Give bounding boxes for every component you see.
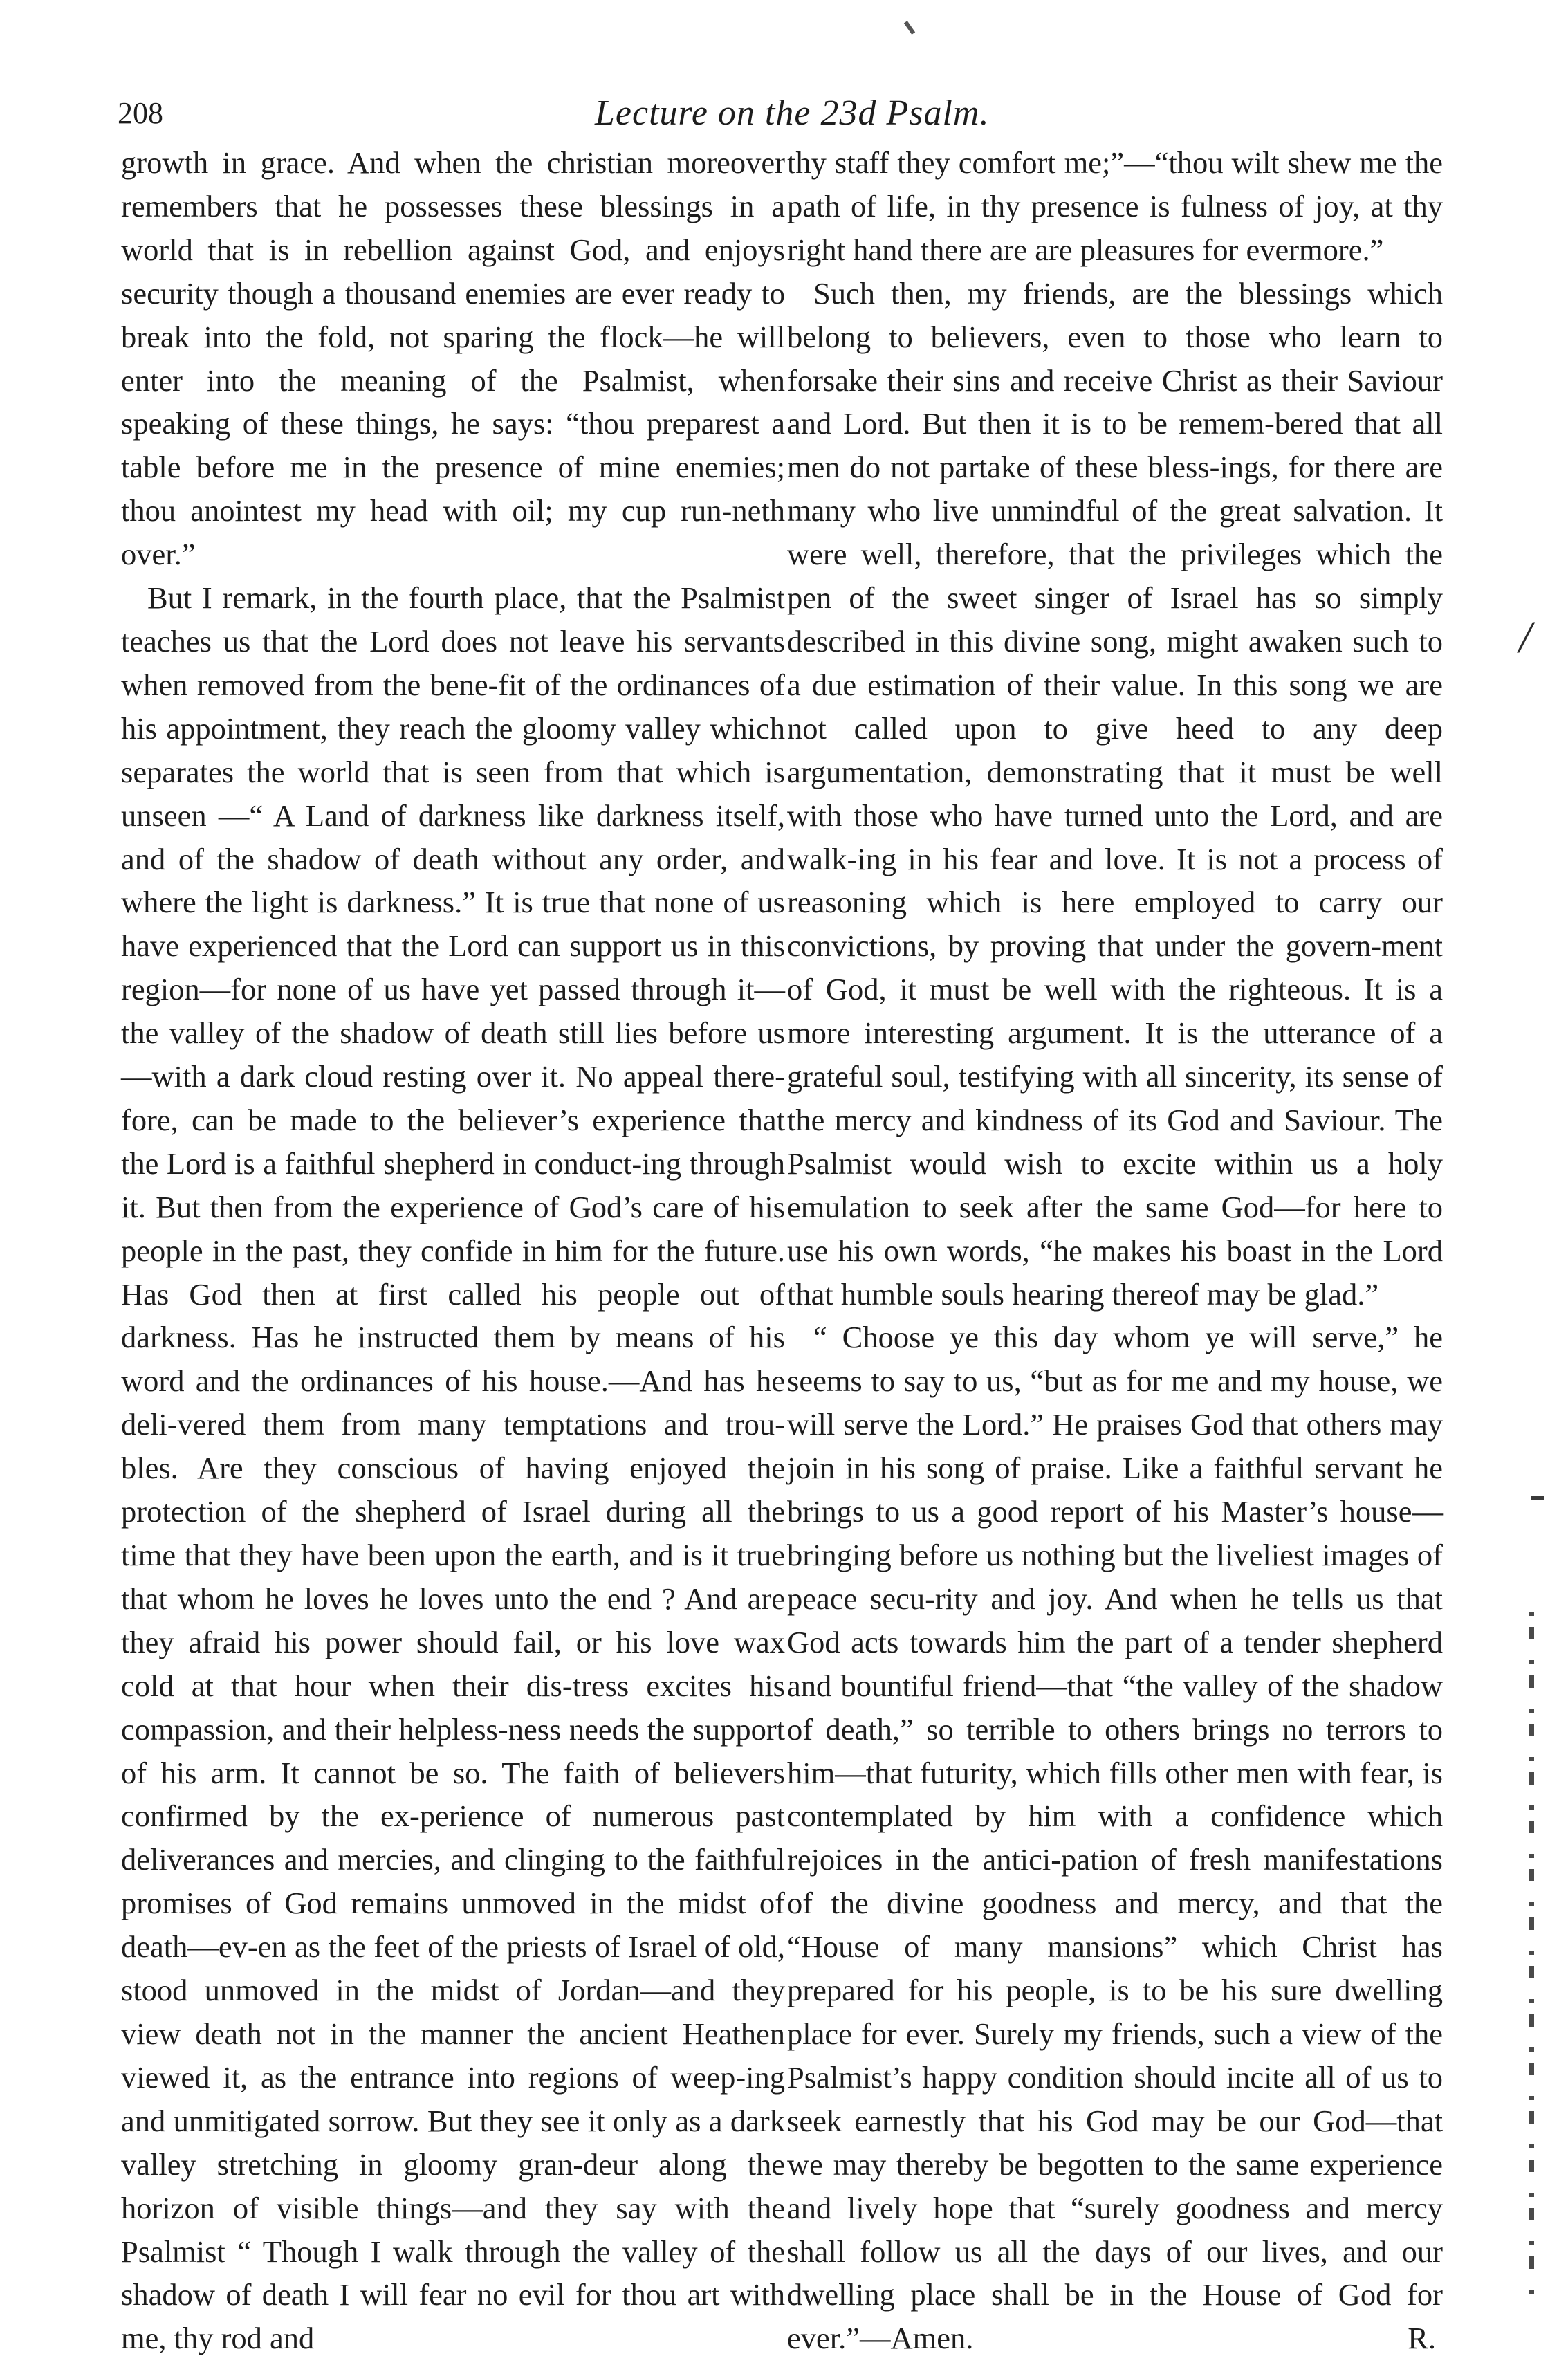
paragraph: But I remark, in the fourth place, that the Psalmist teaches us that the Lord does not leave his servants when removed from the bene-fit of the ordinances of his appointment, they reach the gloomy valley which separates the world that is seen from that which is unseen —“ A Land of darkness like darkness itself, and of the shadow of death without any order, and where the light is darkness.” It is true that none of us have experienced that the Lord can support us in this region—for none of us have yet passed through it—the valley of the shadow of death still lies before us—with a dark cloud resting over it. No appeal there-fore, can be made to the believer’s experience that the Lord is a faithful shepherd in conduct-ing through it. But then from the experience of God’s care of his people in the past, they confide in him for the future. Has God then at first called his people out of darkness. Has he instructed them by means of his word and the ordinances of his house.—And has he deli-vered them from many temptations and trou-bles. Are they conscious of having enjoyed the protection of the shepherd of Israel during all the time that they have been upon the earth, and is it true that whom he loves he loves unto the end ? And are they afraid his power should fail, or his love wax cold at that hour when their dis-tress excites his compassion, and their helpless-ness needs the support of his arm. It cannot be so. The faith of believers confirmed by the ex-perience of numerous past deliverances and mercies, and clinging to the faithful promises of God remains unmoved in the midst of death—ev-en as the feet of the priests of Israel of old, stood unmoved in the midst of Jordan—and they view death not in the manner the ancient Heathen viewed it, as the entrance into regions of weep-ing and unmitigated sorrow. But they see it only as a dark valley stretching in gloomy gran-deur along the horizon of visible things—and they say with the Psalmist “ Though I walk through the valley of the shadow of death I will fear no evil for thou art with me, thy rod and bbox=[121, 580, 785, 2356]
margin-dash-mark bbox=[1531, 1496, 1544, 1500]
paragraph: thy staff they comfort me;”—“thou wilt shew me the path of life, in thy presence is fulness of joy, at thy right hand there are are pleasures for evermore.” bbox=[787, 145, 1443, 267]
stray-ink-mark bbox=[904, 21, 915, 35]
margin-scan-artifact bbox=[1529, 1612, 1534, 2303]
signature: R. bbox=[1408, 2321, 1436, 2356]
paragraph: Such then, my friends, are the blessings which belong to believers, even to those who learn to forsake their sins and receive Christ as their Saviour and Lord. But then it is to be remem-bered that all men do not partake of these bless-ings, for there are many who live unmindful of the great salvation. It were well, therefore, that the privileges which the pen of the sweet singer of Israel has so simply described in this divine song, might awaken such to a due estimation of their value. In this song we are not called upon to give heed to any deep argumentation, demonstrating that it must be well with those who have turned unto the Lord, and are walk-ing in his fear and love. It is not a process of reasoning which is here employed to carry our convictions, by proving that under the govern-ment of God, it must be well with the righteous. It is a more interesting argument. It is the utterance of a grateful soul, testifying with all sincerity, its sense of the mercy and kindness of its God and Saviour. The Psalmist would wish to excite within us a holy emulation to seek after the same God—for here to use his own words, “he makes his boast in the Lord that humble souls hearing thereof may be glad.” bbox=[787, 275, 1443, 1312]
paragraph: growth in grace. And when the christian moreover remembers that he possesses these blessings in a world that is in rebellion against God, and enjoys security though a thousand enemies are ever ready to break into the fold, not sparing the flock—he will enter into the meaning of the Psalmist, when speaking of these things, he says: “thou preparest a table before me in the presence of mine enemies; thou anointest my head with oil; my cup run-neth over.” bbox=[121, 145, 785, 572]
margin-slash-mark: / bbox=[1519, 612, 1532, 663]
paragraph bbox=[787, 1316, 1443, 2360]
paragraph-text: “ Choose ye this day whom ye will serve,” he seems to say to us, “but as for me and my house, we will serve the Lord.” He praises God that others may join in his song of praise. Like a faithful servant he brings to us a good report of his Master’s house—bringing before us nothing but the liveliest images of peace secu-rity and joy. And when he tells us that God acts towards him the part of a tender shepherd and bountiful friend—that “the valley of the shadow of death,” so terrible to others brings no terrors to him—that futurity, which fills other men with fear, is contemplated by him with a confidence which rejoices in the antici-pation of fresh manifestations of the divine goodness and mercy, and that the “House of many mansions” which Christ has prepared for his people, is to be his sure dwelling place for ever. Surely my friends, such a view of the Psalmist’s happy condition should incite all of us to seek earnestly that his God may be our God—that we may thereby be begotten to the same experience and lively hope that “surely goodness and mercy shall follow us all the days of our lives, and our dwelling place shall be in the House of God for ever.”—Amen. bbox=[787, 1320, 1443, 2356]
running-head: Lecture on the 23d Psalm. bbox=[595, 93, 990, 133]
right-column bbox=[787, 141, 1443, 2360]
left-column bbox=[121, 141, 785, 2360]
page-number: 208 bbox=[118, 96, 163, 130]
